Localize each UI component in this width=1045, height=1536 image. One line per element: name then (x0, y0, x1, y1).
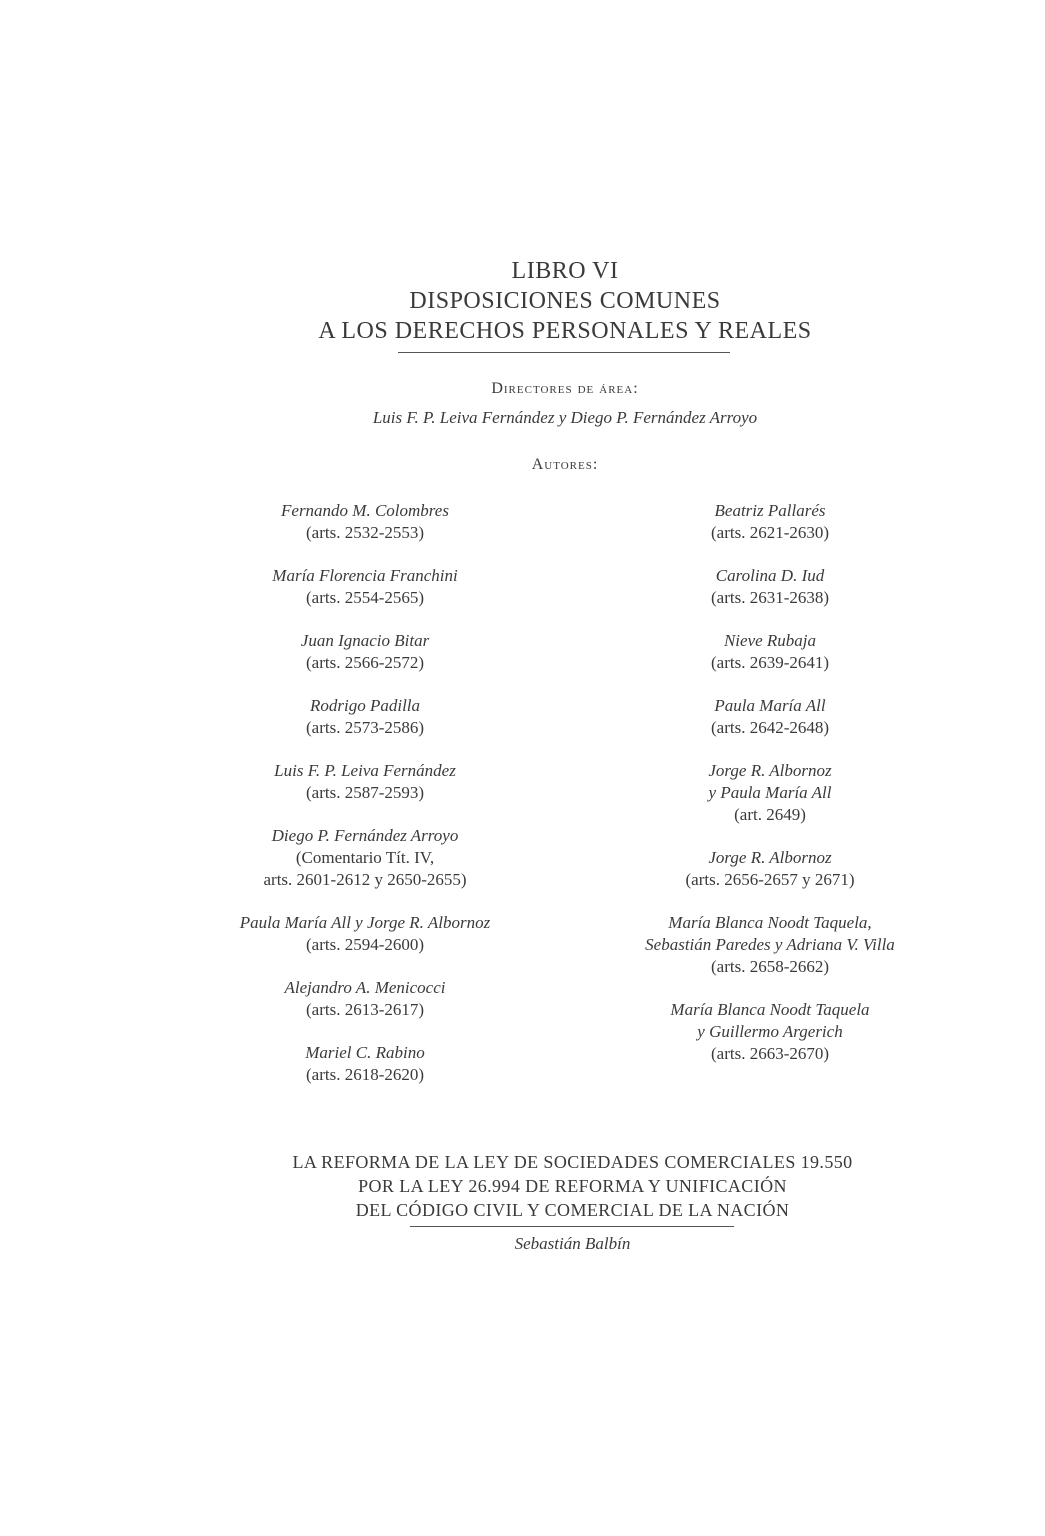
book-title-line: LIBRO VI (511, 258, 619, 284)
reform-title-line: POR LA LEY 26.994 DE REFORMA Y UNIFICACIÓN (358, 1176, 787, 1196)
author-name: Jorge R. Albornoz (708, 761, 832, 780)
author-entry (615, 760, 925, 826)
author-name: María Blanca Noodt Taquela (670, 1000, 870, 1019)
author-name: y Guillermo Argerich (697, 1022, 843, 1041)
author-name: Alejandro A. Menicocci (284, 978, 446, 997)
author-entry (215, 912, 515, 956)
author-entry (615, 630, 925, 674)
author-name: Rodrigo Padilla (309, 696, 421, 715)
author-name: y Paula María All (708, 783, 832, 802)
author-name: María Florencia Franchini (272, 566, 458, 585)
author-entry (615, 695, 925, 739)
author-name: Jorge R. Albornoz (708, 848, 832, 867)
author-name: Nieve Rubaja (723, 631, 817, 650)
author-entry (215, 977, 515, 1021)
author-entry (615, 847, 925, 891)
author-name: Paula María All (714, 696, 826, 715)
author-articles: (arts. 2663-2670) (710, 1044, 830, 1063)
directors-heading: Directores de área: (491, 380, 639, 397)
directors-names: Luis F. P. Leiva Fernández y Diego P. Fernández Arroyo (372, 408, 758, 427)
author-articles: arts. 2601-2612 y 2650-2655) (263, 870, 467, 889)
author-articles: (arts. 2594-2600) (305, 935, 425, 954)
author-articles: (arts. 2621-2630) (710, 523, 830, 542)
author-name: Diego P. Fernández Arroyo (271, 826, 459, 845)
author-articles: (arts. 2631-2638) (710, 588, 830, 607)
author-name: Fernando M. Colombres (281, 501, 449, 520)
book-title-line: A LOS DERECHOS PERSONALES Y REALES (318, 318, 812, 344)
authors-heading: Autores: (531, 456, 599, 473)
author-articles: (arts. 2642-2648) (710, 718, 830, 737)
author-entry (215, 760, 515, 804)
author-articles: (arts. 2532-2553) (305, 523, 425, 542)
author-entry (615, 912, 925, 978)
author-articles: (arts. 2613-2617) (305, 1000, 425, 1019)
reform-title-line: LA REFORMA DE LA LEY DE SOCIEDADES COMERCIALES 19.550 (292, 1152, 853, 1172)
author-entry (215, 695, 515, 739)
reform-divider (410, 1226, 734, 1227)
author-entry (615, 565, 925, 609)
author-articles: (Comentario Tít. IV, (295, 848, 435, 867)
author-name: Luis F. P. Leiva Fernández (274, 761, 456, 780)
author-articles: (arts. 2587-2593) (305, 783, 425, 802)
author-entry (215, 565, 515, 609)
reform-title-line: DEL CÓDIGO CIVIL Y COMERCIAL DE LA NACIÓN (355, 1200, 790, 1220)
author-name: Beatriz Pallarés (714, 501, 826, 520)
author-name: Paula María All y Jorge R. Albornoz (239, 913, 491, 932)
reform-author: Sebastián Balbín (514, 1234, 631, 1253)
author-entry (215, 500, 515, 544)
title-divider (398, 352, 730, 353)
book-title-line: DISPOSICIONES COMUNES (409, 288, 721, 314)
author-name: Sebastián Paredes y Adriana V. Villa (645, 935, 895, 954)
author-entry (615, 500, 925, 544)
author-entry (215, 1042, 515, 1086)
author-articles: (arts. 2658-2662) (710, 957, 830, 976)
author-entry (215, 630, 515, 674)
authors-left-column (215, 500, 515, 1086)
author-entry (215, 825, 515, 891)
author-articles: (arts. 2656-2657 y 2671) (685, 870, 855, 889)
author-name: María Blanca Noodt Taquela, (668, 913, 872, 932)
book-title (0, 256, 1045, 346)
authors-right-column (615, 500, 925, 1065)
author-name: Juan Ignacio Bitar (300, 631, 430, 650)
author-entry (615, 999, 925, 1065)
author-name: Mariel C. Rabino (305, 1043, 425, 1062)
author-articles: (arts. 2639-2641) (710, 653, 830, 672)
author-articles: (art. 2649) (734, 805, 806, 824)
reform-title (0, 1150, 1045, 1222)
author-articles: (arts. 2573-2586) (305, 718, 425, 737)
author-articles: (arts. 2566-2572) (305, 653, 425, 672)
author-articles: (arts. 2618-2620) (305, 1065, 425, 1084)
author-articles: (arts. 2554-2565) (305, 588, 425, 607)
author-name: Carolina D. Iud (715, 566, 825, 585)
